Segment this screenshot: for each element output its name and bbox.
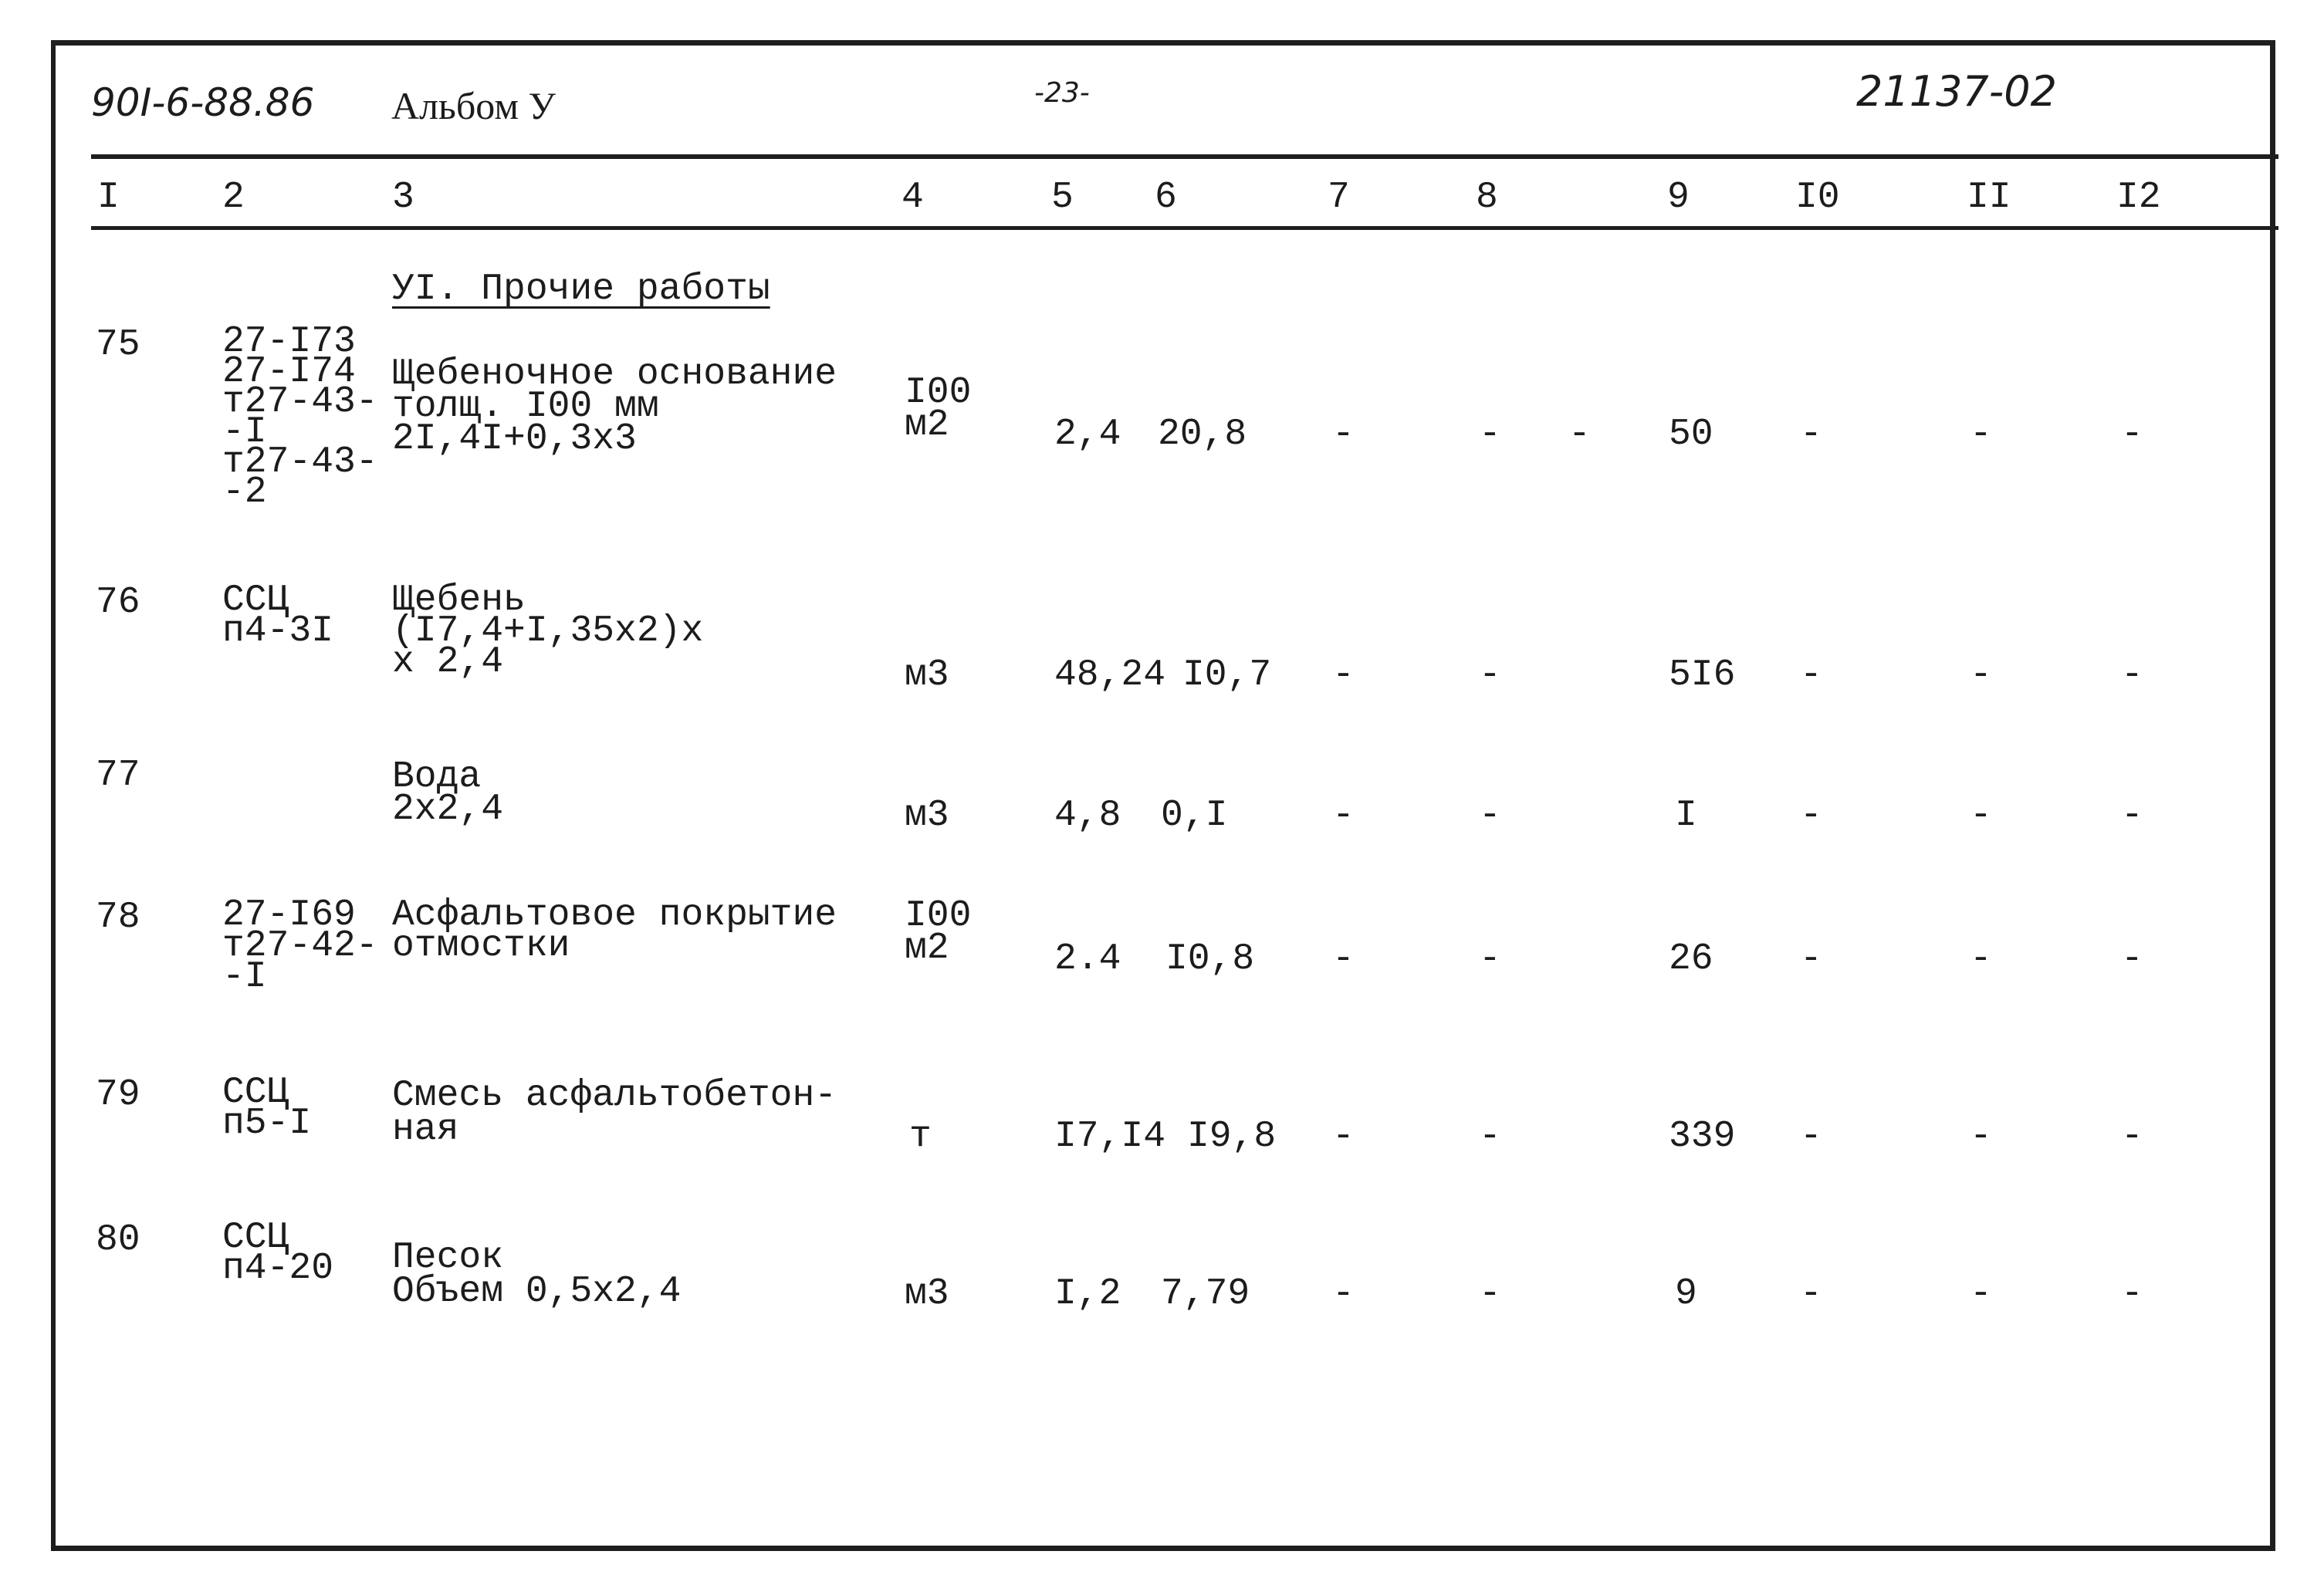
col-header: 5 (1051, 177, 1074, 218)
row-unit: м3 (905, 795, 949, 836)
cell-col11: - (1970, 654, 1992, 696)
col-header: 6 (1155, 177, 1177, 218)
col-header: II (1967, 177, 2011, 218)
row-number: 75 (96, 324, 140, 366)
cell-col5: I7,I4 (1054, 1116, 1166, 1157)
cell-col8: - (1479, 414, 1501, 455)
row-code: ССЦ п4-20 (222, 1217, 334, 1289)
cell-col9: 26 (1669, 938, 1713, 980)
cell-col5: 2,4 (1054, 414, 1121, 455)
album-label: Альбом У (391, 84, 556, 127)
row-name: Смесь асфальтобетон- ная (392, 1075, 837, 1151)
cell-col10: - (1800, 938, 1822, 980)
row-unit: м3 (905, 1273, 949, 1315)
col-header: 8 (1476, 177, 1498, 218)
cell-col7: - (1332, 654, 1355, 696)
cell-col6: 7,79 (1161, 1273, 1250, 1315)
cell-col5: I,2 (1054, 1273, 1121, 1315)
cell-col8: - (1479, 938, 1501, 980)
cell-col12: - (2121, 795, 2143, 836)
cell-col7: - (1332, 1116, 1355, 1157)
header-rule (91, 154, 2278, 159)
row-name: Щебеночное основание толщ. I00 мм 2I,4I+0,3х3 (392, 353, 837, 460)
col-header: 9 (1667, 177, 1690, 218)
cell-col9: I (1675, 795, 1697, 836)
col-header: I2 (2116, 177, 2161, 218)
cell-col7: - (1332, 1273, 1355, 1315)
cell-col11: - (1970, 795, 1992, 836)
section-title: УI. Прочие работы (392, 269, 770, 310)
col-header: I0 (1795, 177, 1840, 218)
sheet-code: 21137-02 (1856, 67, 2057, 116)
cell-col6: I0,8 (1165, 938, 1255, 980)
row-number: 80 (96, 1219, 140, 1261)
cell-col6: I0,7 (1182, 654, 1272, 696)
cell-col11: - (1970, 1116, 1992, 1157)
cell-col12: - (2121, 938, 2143, 980)
cell-col12: - (2121, 654, 2143, 696)
page-number: -23- (1034, 77, 1090, 109)
cell-col8b: - (1568, 414, 1591, 455)
row-unit: I00 м2 (905, 895, 972, 969)
row-code: ССЦ п4-3I (222, 580, 334, 652)
row-number: 77 (96, 755, 140, 796)
col-header: 7 (1328, 177, 1350, 218)
row-name: Вода 2х2,4 (392, 756, 504, 830)
cell-col11: - (1970, 1273, 1992, 1315)
row-code: ССЦ п5-I (222, 1072, 312, 1144)
cell-col10: - (1800, 1116, 1822, 1157)
cell-col7: - (1332, 795, 1355, 836)
cell-col9: 339 (1669, 1116, 1736, 1157)
cell-col10: - (1800, 414, 1822, 455)
col-header: 3 (392, 177, 414, 218)
cell-col11: - (1970, 938, 1992, 980)
cell-col11: - (1970, 414, 1992, 455)
cell-col5: 48,24 (1054, 654, 1166, 696)
col-header: 4 (902, 177, 924, 218)
row-number: 76 (96, 582, 140, 623)
cell-col6: 20,8 (1158, 414, 1247, 455)
cell-col6: 0,I (1161, 795, 1228, 836)
row-name: Щебень (I7,4+I,35х2)х х 2,4 (392, 580, 704, 683)
cell-col10: - (1800, 1273, 1822, 1315)
cell-col10: - (1800, 795, 1822, 836)
cell-col5: 4,8 (1054, 795, 1121, 836)
cell-col7: - (1332, 938, 1355, 980)
cell-col8: - (1479, 654, 1501, 696)
cell-col5: 2.4 (1054, 938, 1121, 980)
cell-col12: - (2121, 414, 2143, 455)
cell-col8: - (1479, 1116, 1501, 1157)
row-unit: I00 м2 (905, 372, 972, 446)
col-header: I (97, 177, 120, 218)
cell-col12: - (2121, 1116, 2143, 1157)
cell-col6: I9,8 (1187, 1116, 1277, 1157)
row-number: 79 (96, 1074, 140, 1116)
cell-col7: - (1332, 414, 1355, 455)
row-unit: м3 (905, 654, 949, 696)
column-header-rule (91, 226, 2278, 230)
row-number: 78 (96, 897, 140, 938)
cell-col9: 9 (1675, 1273, 1697, 1315)
row-code: 27-I69 т27-42- -I (222, 894, 378, 998)
col-header: 2 (222, 177, 245, 218)
row-name: Асфальтовое покрытие отмостки (392, 894, 837, 967)
cell-col9: 50 (1669, 414, 1713, 455)
cell-col8: - (1479, 795, 1501, 836)
cell-col8: - (1479, 1273, 1501, 1315)
cell-col9: 5I6 (1669, 654, 1736, 696)
row-unit: т (909, 1116, 932, 1157)
row-name: Песок Объем 0,5х2,4 (392, 1237, 682, 1313)
cell-col10: - (1800, 654, 1822, 696)
doc-code: 90I-6-88.86 (91, 80, 315, 125)
cell-col12: - (2121, 1273, 2143, 1315)
row-code: 27-I73 27-I74 т27-43- -I т27-43- -2 (222, 321, 378, 513)
